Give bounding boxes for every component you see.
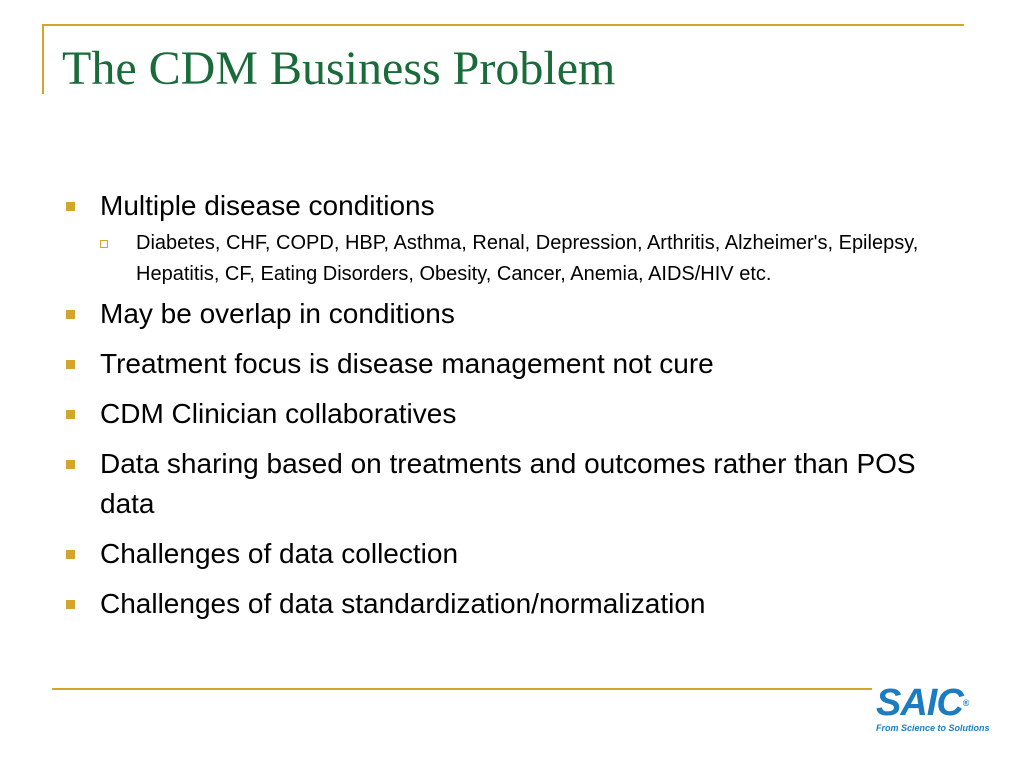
bullet-text: May be overlap in conditions xyxy=(100,298,455,329)
top-accent-rule xyxy=(42,24,964,26)
list-item xyxy=(62,534,962,574)
registered-mark: ® xyxy=(962,698,969,708)
sub-bullet-text: Diabetes, CHF, COPD, HBP, Asthma, Renal, Depression, Arthritis, Alzheimer's, Epilepsy, Hepatitis, CF, Eating Disorders, Obesity, Cancer, Anemia, AIDS/HIV etc. xyxy=(136,232,919,285)
bullet-text: Treatment focus is disease management not cure xyxy=(100,348,714,379)
square-bullet-icon xyxy=(66,202,75,211)
list-item xyxy=(62,394,962,434)
bullet-text: Challenges of data collection xyxy=(100,538,459,569)
bullet-text: Data sharing based on treatments and outcomes rather than POS data xyxy=(100,448,916,519)
logo-tagline: From Science to Solutions xyxy=(876,723,990,733)
square-bullet-icon xyxy=(66,310,75,319)
list-item xyxy=(62,444,962,524)
slide-content xyxy=(62,186,962,634)
logo-wordmark xyxy=(876,684,986,722)
square-bullet-icon xyxy=(66,600,75,609)
bullet-text: Multiple disease conditions xyxy=(100,190,435,221)
sub-bullet-list xyxy=(100,228,962,290)
square-bullet-icon xyxy=(66,360,75,369)
square-bullet-icon xyxy=(66,550,75,559)
left-accent-rule xyxy=(42,24,44,94)
bottom-accent-rule xyxy=(52,688,872,690)
square-bullet-icon xyxy=(66,460,75,469)
logo-name: SAIC xyxy=(876,682,963,724)
sub-list-item xyxy=(100,228,956,290)
list-item xyxy=(62,294,962,334)
slide-title: The CDM Business Problem xyxy=(62,42,616,95)
square-bullet-icon xyxy=(66,410,75,419)
bullet-list xyxy=(62,186,962,624)
list-item xyxy=(62,186,962,290)
list-item xyxy=(62,584,962,624)
bullet-text: Challenges of data standardization/normalization xyxy=(100,588,706,619)
hollow-square-bullet-icon xyxy=(100,240,108,248)
saic-logo xyxy=(876,682,990,734)
list-item xyxy=(62,344,962,384)
bullet-text: CDM Clinician collaboratives xyxy=(100,398,457,429)
